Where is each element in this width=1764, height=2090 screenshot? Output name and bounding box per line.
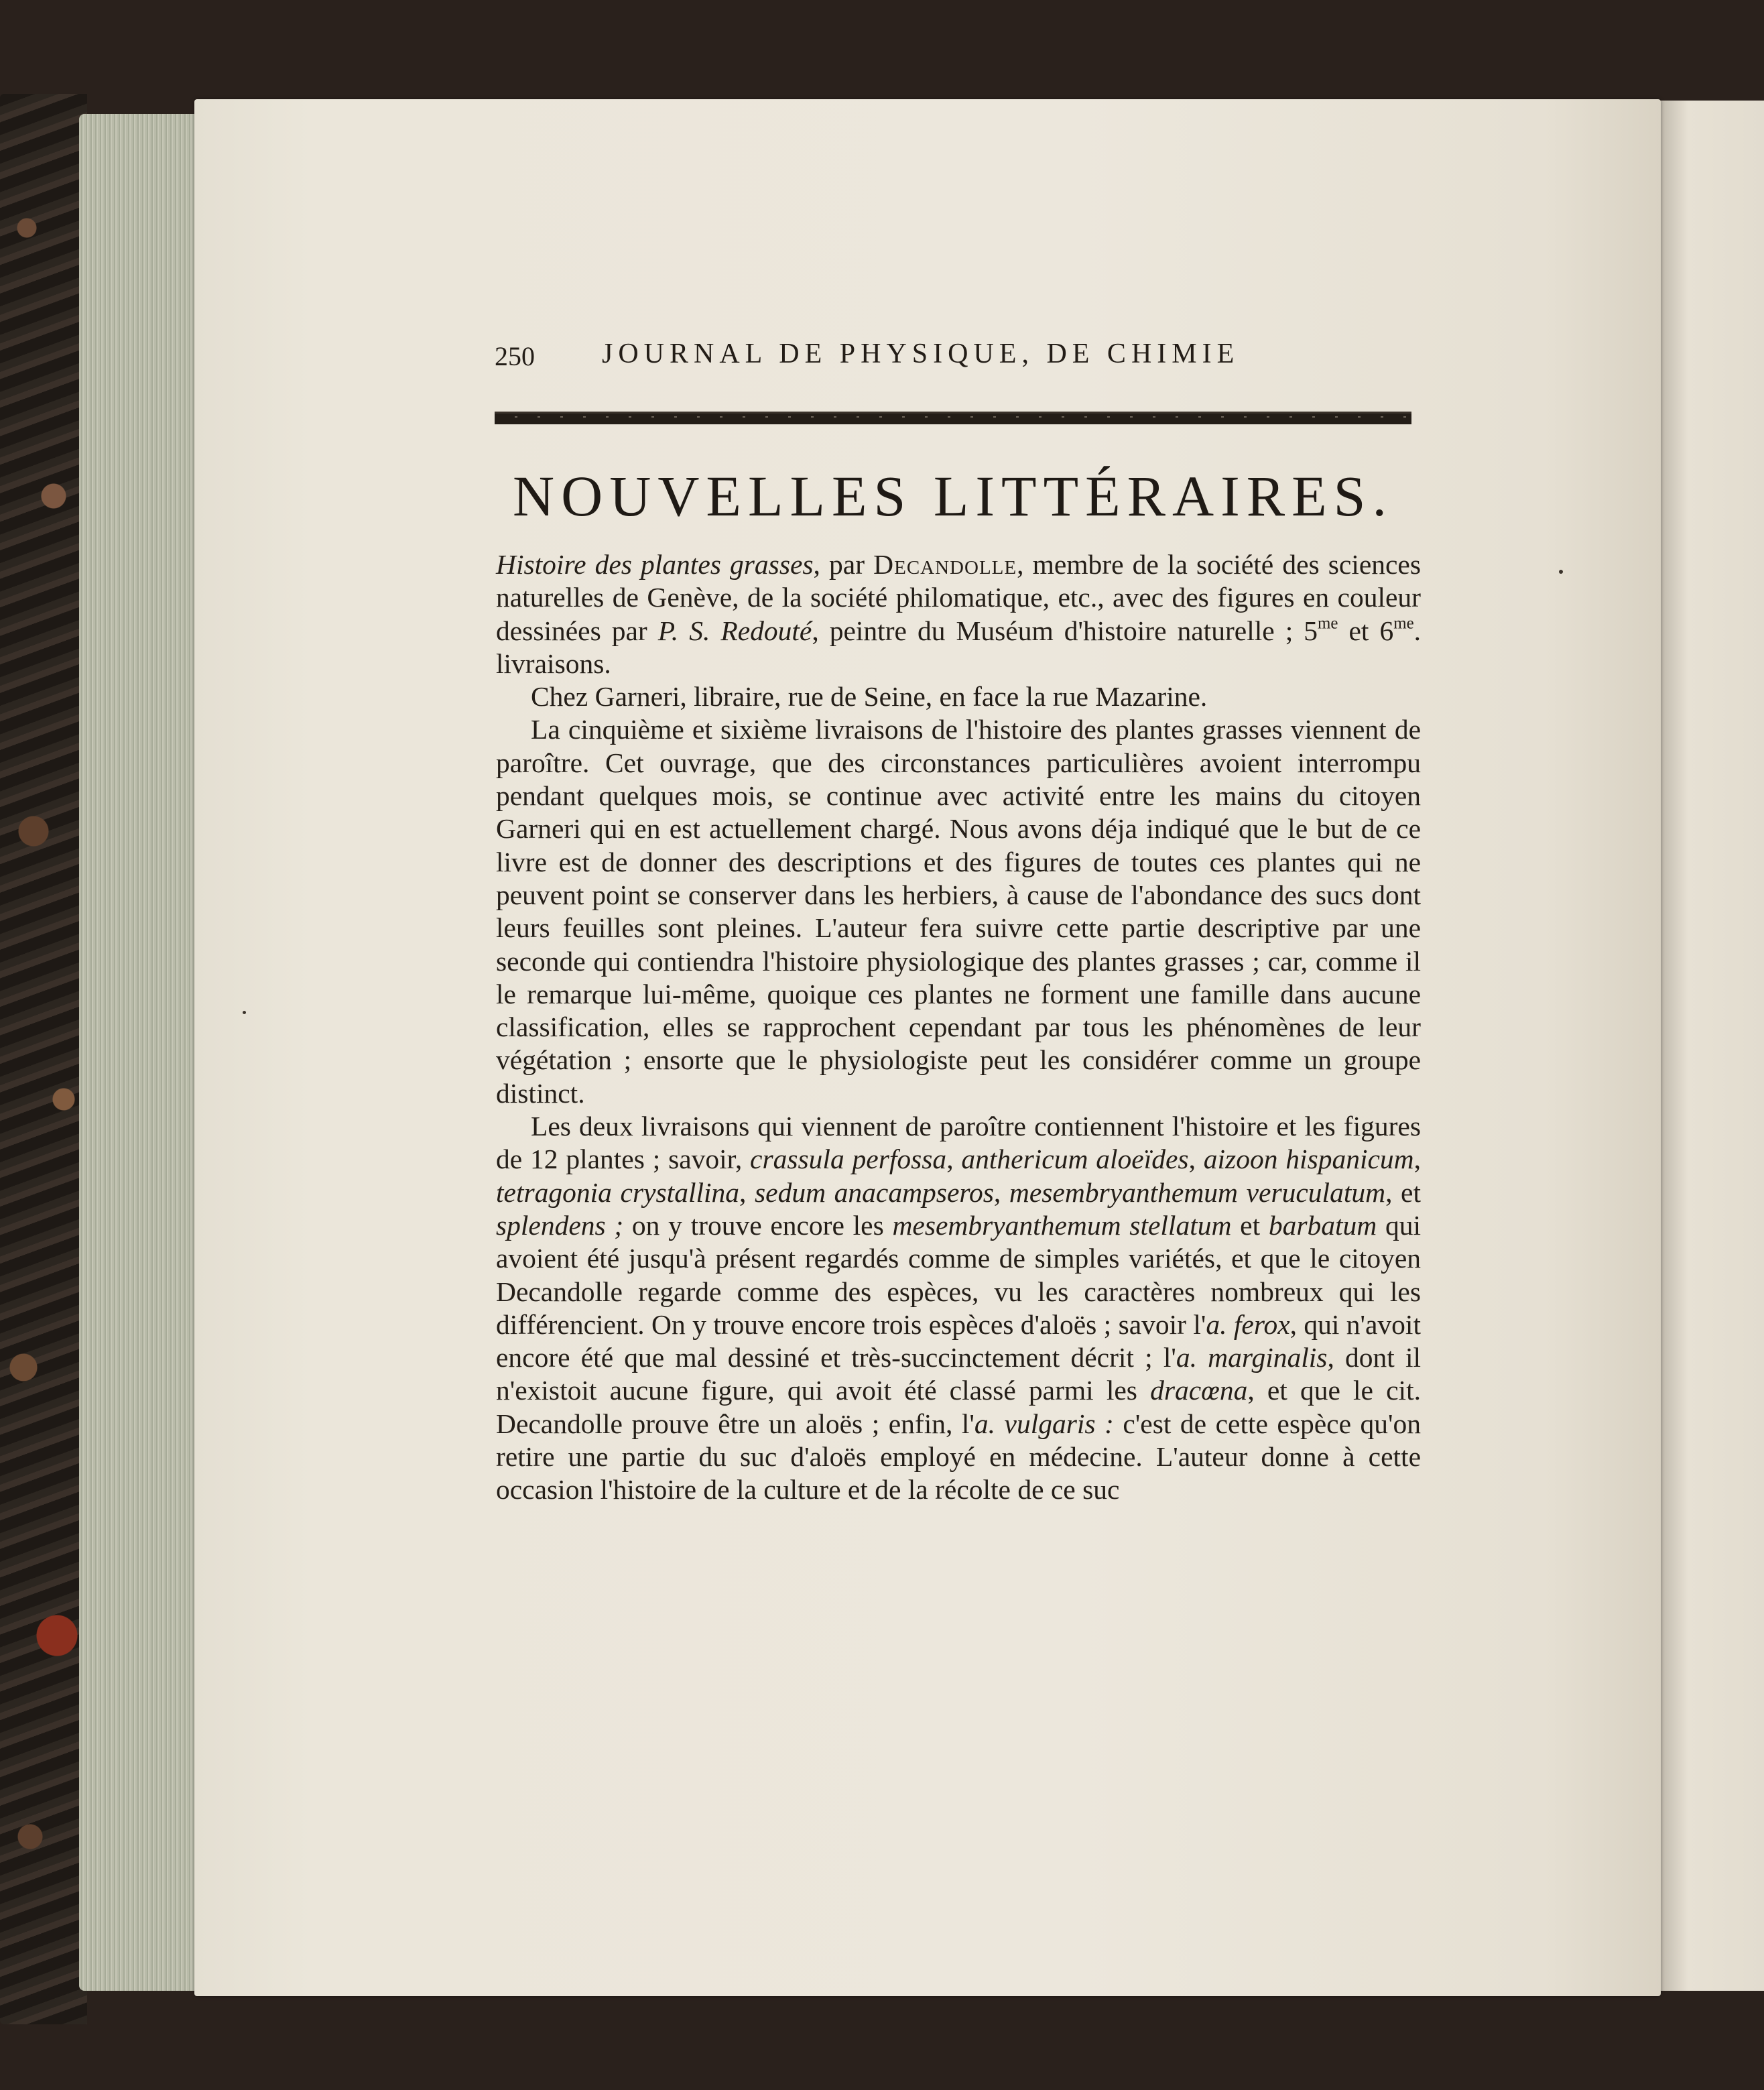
article-body	[496, 548, 1421, 1507]
superscript: me	[1393, 614, 1414, 633]
page-speck	[1559, 570, 1563, 574]
paragraph-2: Chez Garneri, libraire, rue de Seine, en face la rue Mazarine.	[531, 681, 1208, 713]
page-edges	[79, 114, 206, 1991]
superscript: me	[1318, 614, 1338, 633]
species-name: anthericum aloeïdes	[961, 1144, 1189, 1175]
section-title: NOUVELLES LITTÉRAIRES.	[513, 464, 1393, 528]
text-run: , membre de la société des sciences naturelles de Genève, de la société philomatique, etc., avec des figures en couleur dessinées par	[496, 549, 1422, 646]
book-title: Histoire des plantes grasses	[496, 549, 814, 580]
paragraph-3: La cinquième et sixième livraisons de l'histoire des plantes grasses viennent de paroître. Cet ouvrage, que des circonstances particulières avoient interrompu pendant quelques mois, se continue avec activité entre les mains du citoyen Garneri qui en est actuellement chargé. Nous avons déja indiqué que le but de ce livre est de donner des descriptions et des figures de toutes ces plantes qui ne peuvent point se conserver dans les herbiers, à cause de l'abondance des sucs dont leurs feuilles sont pleines. L'auteur fera suivre cette partie descriptive par une seconde qui contiendra l'histoire physiologique des plantes grasses ; car, comme il le remarque lui-même, quoique ces plantes ne forment une famille dans aucune classification, elles se rapprochent cependant par tous les phénomènes de leur végétation ; ensorte que le physiologiste peut les considérer comme un groupe distinct.	[496, 714, 1421, 1109]
species-name: mesembryanthemum veruculatum	[1009, 1176, 1386, 1208]
text-run: , qui n'avoit encore été que mal dessiné et très-succinctement décrit ; l'	[496, 1308, 1421, 1373]
species-name: tetragonia crystallina	[496, 1176, 740, 1208]
page-header	[495, 338, 1406, 378]
species-name: a. marginalis	[1176, 1342, 1328, 1373]
page-speck	[243, 1011, 246, 1014]
text-run: , dont il n'existoit aucune figure, qui avoit été classé parmi les	[496, 1342, 1421, 1406]
species-name: aizoon hispanicum	[1203, 1144, 1414, 1175]
species-name: dracœna	[1150, 1375, 1248, 1406]
species-name: sedum anacampseros	[755, 1176, 994, 1208]
text-run: , et que le cit. Decandolle prouve être un aloës ; enfin, l'	[496, 1375, 1421, 1439]
text-run: , peintre du Muséum d'histoire naturelle ; 5	[812, 615, 1318, 646]
text-run: Les deux livraisons qui viennent de paroître contiennent l'histoire et les figures de 12 plantes ; savoir,	[496, 1111, 1421, 1175]
text-run: on y trouve encore les	[623, 1209, 893, 1241]
text-run: ,	[993, 1176, 1009, 1208]
illustrator-name: P. S. Redouté	[657, 615, 812, 646]
text-run: , et	[1385, 1176, 1421, 1208]
book-cover-left	[0, 94, 87, 2024]
species-name: a. ferox	[1206, 1308, 1290, 1340]
species-name: crassula perfossa	[750, 1144, 947, 1175]
text-run: et	[1231, 1209, 1269, 1241]
species-name: splendens ;	[496, 1209, 624, 1241]
text-run: qui avoient été jusqu'à présent regardés comme de simples variétés, et que le citoyen Decandolle regarde comme des espèces, vu les caractères nombreux qui les différencient. On y trouve encore trois espèces d'aloës ; savoir l'	[496, 1209, 1421, 1340]
running-title: JOURNAL DE PHYSIQUE, DE CHIMIE	[602, 339, 1240, 369]
species-name: barbatum	[1268, 1209, 1377, 1241]
text-run: , par	[813, 549, 874, 580]
facing-page	[1655, 101, 1764, 1991]
text-run: ,	[1413, 1144, 1422, 1175]
text-run: et 6	[1338, 615, 1394, 646]
text-run: ,	[946, 1144, 962, 1175]
author-name: Decandolle	[873, 549, 1017, 580]
paragraph-4	[496, 1110, 1421, 1507]
text-run: . livraisons.	[496, 615, 1421, 679]
text-run: ,	[1188, 1144, 1204, 1175]
page-number: 250	[495, 341, 535, 371]
species-name: a. vulgaris :	[974, 1408, 1114, 1439]
species-name: mesembryanthemum stellatum	[892, 1209, 1232, 1241]
text-run: c'est de cette espèce qu'on retire une partie du suc d'aloës employé en médecine. L'auteur donne à cette occasion l'histoire de la culture et de la récolte de ce suc	[496, 1408, 1421, 1505]
header-rule	[495, 412, 1411, 424]
paragraph-1	[496, 548, 1421, 680]
text-run: ,	[739, 1176, 755, 1208]
